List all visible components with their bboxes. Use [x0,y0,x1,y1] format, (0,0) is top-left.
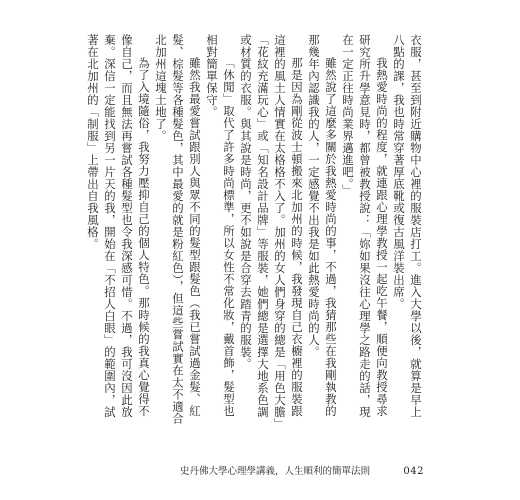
paragraph: 雖然我最愛嘗試跟別人與眾不同的髮型跟髮色（我已嘗試過金髮、紅髮、棕髮等各種髮色，其中最愛的就是粉紅色），但這些嘗試實在太不適合北加州這塊土地了。 [154,34,202,425]
page-footer [84,464,424,480]
paragraph: 雖然說了這麼多關於我熱愛時尚的事，不過，我猜那些在我剛執教的那幾年內認識我的人，一定感覺不出我是如此熱愛時尚的人。 [307,34,338,417]
running-title: 史丹佛大學心理學講義，人生順利的簡單法則 [179,466,370,477]
body-text [84,34,424,428]
paragraph: 「休閒」取代了許多時尚標準，所以女性不常化妝，戴首飾，髮型也相對簡單保守。 [205,34,236,417]
page-number: 042 [403,466,424,477]
paragraph: 那是因為剛從波士頓搬來北加州的時候，我發現自己衣櫥裡的服裝跟這裡的風土人情實在太格格不入了。加州的女人們身穿的總是「用色大膽」「花紋充滿玩心」或「知名設計品牌」等服裝，她們總是選擇大地系色調或材質的衣服。與其說是時尚，更不如說是合穿去踏青的服裝。 [239,34,304,425]
paragraph: 我熱愛時尚的程度，就連跟心理學教授一起吃午餐，順便向教授尋求研究所升學意見時，都曾被教授說：「妳如果沒往心理學之路走的話，現在一定正往時尚業界邁進吧。」 [341,34,389,418]
paragraph: 為了入境隨俗，我努力壓抑自己的個人特色。那時候的我真心覺得不像自己，而且無法再嘗試各種髮型也令我深感可惜。不過，我可沒因此放棄。深信一定能找到另一片天的我，開始在「不招人白眼」的範圍內，試著在北加州的「制服」上帶出自我風格。 [86,34,151,418]
paragraph: 衣服，甚至到附近購物中心裡的服裝店打工。進入大學以後，就算是早上八點的課，我也時常穿著厚底靴或復古風洋裝出席。 [392,34,423,418]
